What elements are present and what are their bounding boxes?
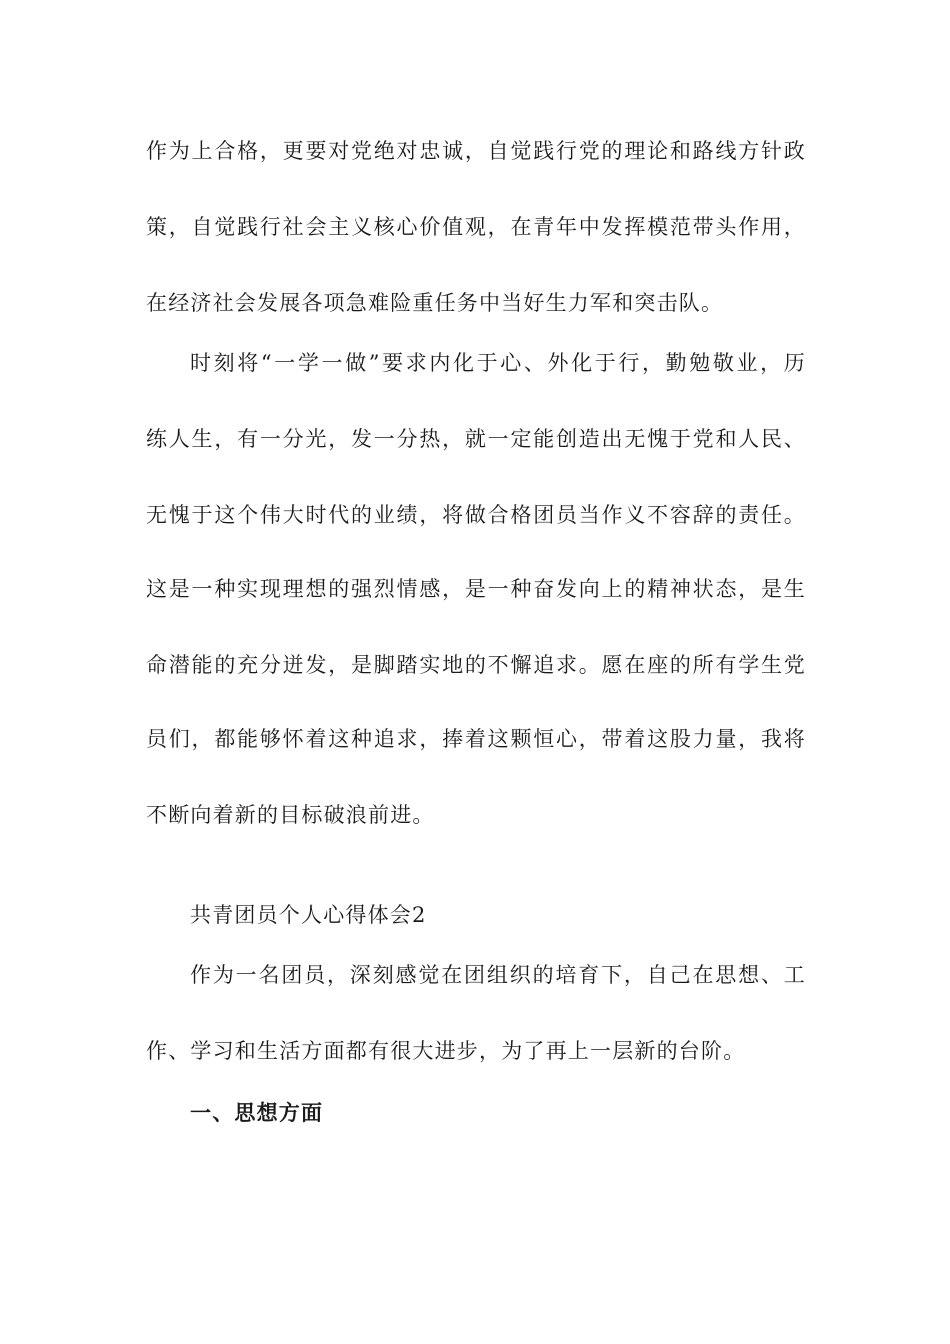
subheading: 一、思想方面 [190,1100,324,1125]
paragraph-line: 不断向着新的目标破浪前进。 [146,803,435,827]
paragraph-line: 在经济社会发展各项急难险重任务中当好生力军和突击队。 [146,291,724,315]
paragraph-line: 作、学习和生活方面都有很大进步，为了再上一层新的台阶。 [146,1039,746,1063]
paragraph-line: 员们，都能够怀着这种追求，捧着这颗恒心，带着这股力量，我将 [146,727,806,751]
paragraph-line: 这是一种实现理想的强烈情感，是一种奋发向上的精神状态，是生 [146,577,806,601]
paragraph-line: 时刻将“一学一做”要求内化于心、外化于行，勤勉敬业，历 [190,351,806,375]
section-title: 共青团员个人心得体会2 [190,903,427,927]
paragraph-line: 作为一名团员，深刻感觉在团组织的培育下，自己在思想、工 [190,963,806,987]
paragraph-line: 策，自觉践行社会主义核心价值观，在青年中发挥模范带头作用， [146,215,806,239]
paragraph-line: 命潜能的充分迸发，是脚踏实地的不懈追求。愿在座的所有学生党 [146,653,806,677]
paragraph-line: 无愧于这个伟大时代的业绩，将做合格团员当作义不容辞的责任。 [146,503,806,527]
paragraph-line: 练人生，有一分光，发一分热，就一定能创造出无愧于党和人民、 [146,427,806,451]
paragraph-line: 作为上合格，更要对党绝对忠诚，自觉践行党的理论和路线方针政 [146,139,806,163]
